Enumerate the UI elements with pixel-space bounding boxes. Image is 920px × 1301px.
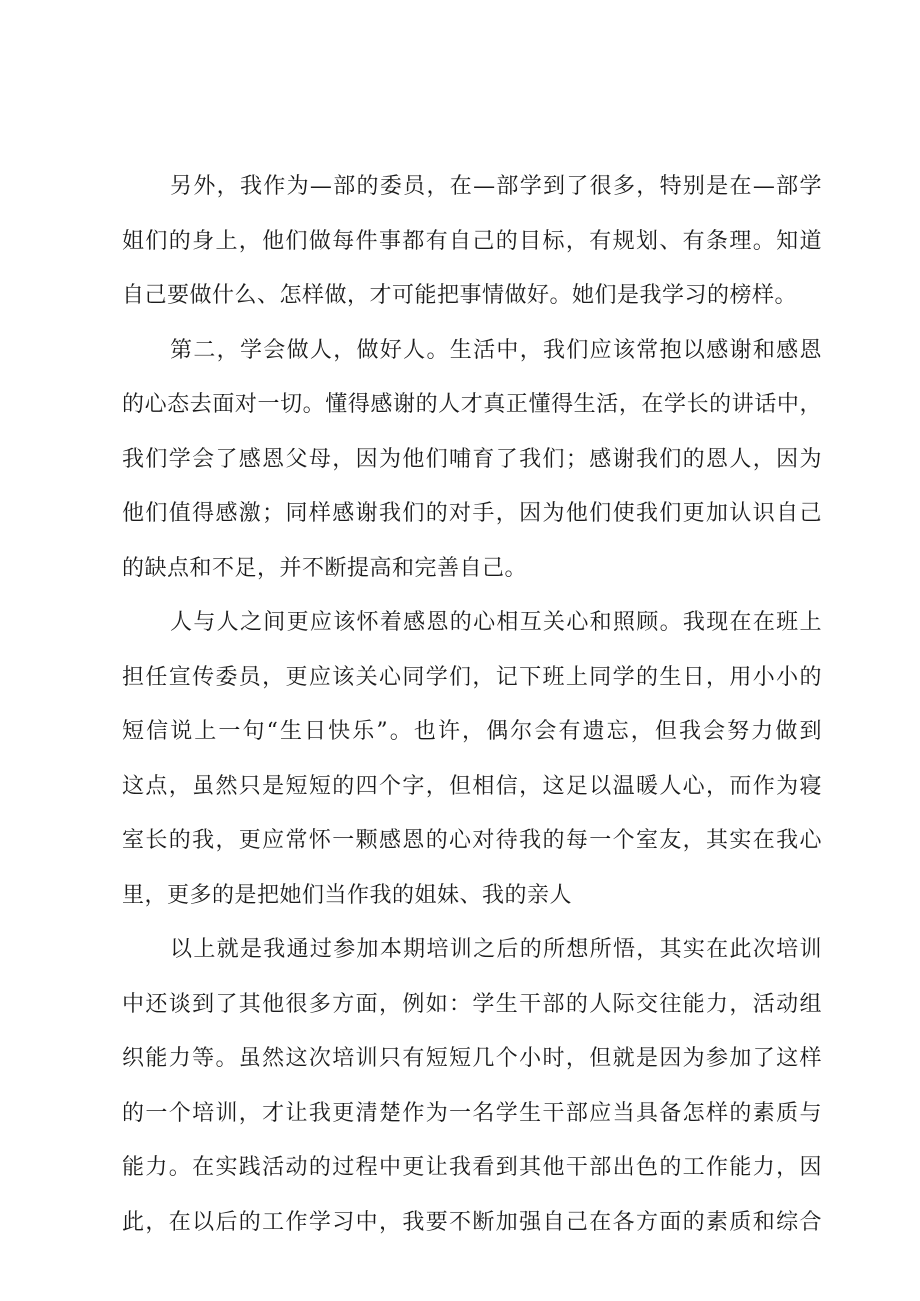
text-line: 第二，学会做人，做好人。生活中，我们应该常抱以感谢和感恩: [170, 337, 822, 363]
text-line: 姐们的身上，他们做每件事都有自己的目标，有规划、有条理。知道: [122, 228, 822, 254]
text-line: 担任宣传委员，更应该关心同学们，记下班上同学的生日，用小小的: [122, 664, 822, 690]
text-line: 这点，虽然只是短短的四个字，但相信，这足以温暖人心，而作为寝: [122, 773, 822, 799]
text-line: 的一个培训，才让我更清楚作为一名学生干部应当具备怎样的素质与: [122, 1100, 822, 1126]
text-line: 他们值得感激；同样感谢我们的对手，因为他们使我们更加认识自己: [122, 501, 822, 526]
text-line: 以上就是我通过参加本期培训之后的所想所悟，其实在此次培训: [170, 937, 822, 962]
text-line: 织能力等。虽然这次培训只有短短几个小时，但就是因为参加了这样: [122, 1046, 822, 1071]
text-line: 另外，我作为—部的委员，在—部学到了很多，特别是在—部学: [170, 174, 822, 199]
text-line: 我们学会了感恩父母，因为他们哺育了我们；感谢我们的恩人，因为: [122, 446, 822, 472]
text-line: 的缺点和不足，并不断提高和完善自己。: [122, 555, 528, 581]
text-line: 中还谈到了其他很多方面，例如：学生干部的人际交往能力，活动组: [122, 991, 822, 1017]
document-body: [122, 160, 822, 1250]
text-line: 此，在以后的工作学习中，我要不断加强自己在各方面的素质和综合: [122, 1209, 822, 1235]
text-line: 人与人之间更应该怀着感恩的心相互关心和照顾。我现在在班上: [170, 610, 822, 635]
text-line: 短信说上一句“生日快乐”。也许，偶尔会有遗忘，但我会努力做到: [122, 719, 822, 744]
text-line: 自己要做什么、怎样做，才可能把事情做好。她们是我学习的榜样。: [122, 283, 798, 308]
text-line: 的心态去面对一切。懂得感谢的人才真正懂得生活，在学长的讲话中，: [122, 392, 822, 417]
text-line: 里，更多的是把她们当作我的姐妹、我的亲人: [122, 882, 573, 908]
text-line: 能力。在实践活动的过程中更让我看到其他干部出色的工作能力，因: [122, 1155, 822, 1180]
text-line: 室长的我，更应常怀一颗感恩的心对待我的每一个室友，其实在我心: [122, 828, 822, 853]
